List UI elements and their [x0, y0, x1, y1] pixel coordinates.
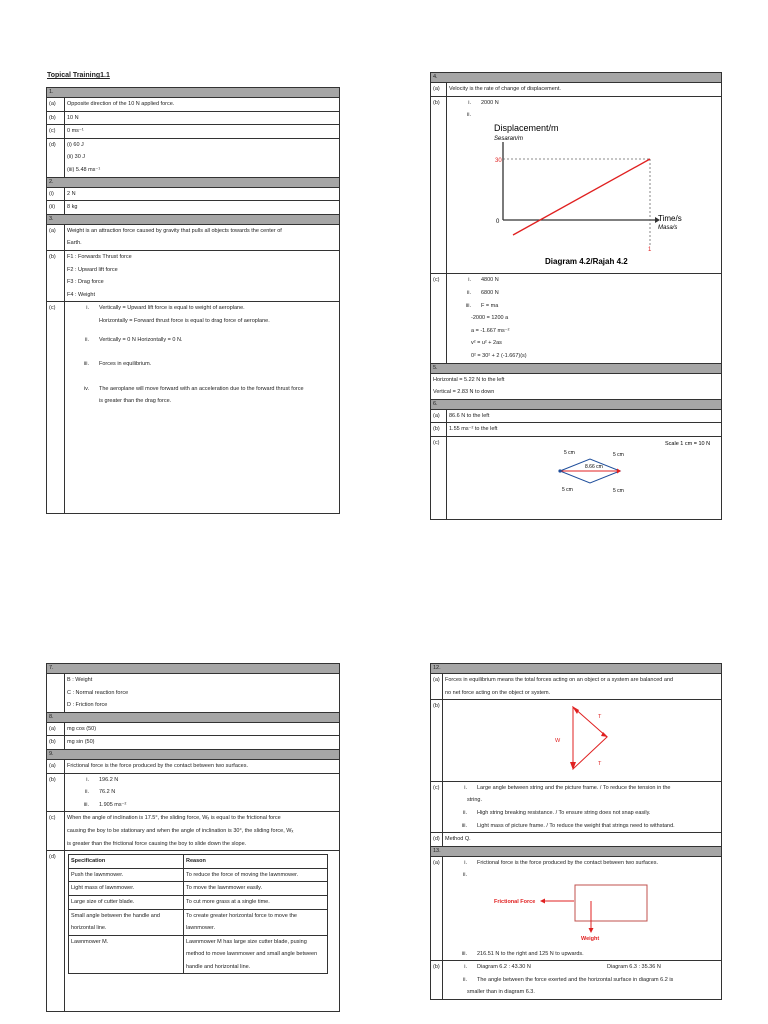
displacement-line: [513, 159, 650, 235]
tension-label: T: [598, 761, 602, 768]
table-header: Reason: [184, 855, 328, 869]
page2-answers: [430, 72, 722, 520]
answer-text: causing the boy to be stationary and when the angle of inclination is 30°, the sliding force, Wₓ: [67, 827, 294, 834]
part-label: (c): [47, 302, 65, 514]
friction-force-label: Frictional Force: [494, 898, 536, 905]
answer-cell: [65, 250, 340, 301]
answer-cell: [443, 781, 722, 832]
table-cell: To reduce the force of moving the lawnmower.: [184, 868, 328, 882]
part-label: (b): [47, 250, 65, 301]
answer-text: Velocity is the rate of change of displacement.: [447, 83, 722, 97]
triangle-of-forces-diagram: [443, 700, 717, 775]
answer-text: 6800 N: [481, 289, 499, 296]
table-cell: Lawnmower M has large size cutter blade, pusing method to move lawnmower and small angle between handle and horizontal line.: [184, 935, 328, 974]
answer-cell: [65, 773, 340, 812]
table-cell: Lawnmower M.: [69, 935, 184, 974]
table-row: [69, 868, 328, 882]
answer-text: Frictional force is the force produced by the contact between two surfaces.: [65, 759, 340, 773]
sub-label: ii.: [463, 976, 467, 983]
table-cell: Large size of cutter blade.: [69, 895, 184, 909]
answer-cell: [65, 812, 340, 851]
sub-label: i.: [468, 277, 471, 284]
answer-text: Opposite direction of the 10 N applied force.: [65, 98, 340, 112]
answer-cell: [65, 851, 340, 1012]
question-number: 3.: [47, 214, 340, 224]
answer-text: F = ma: [481, 302, 499, 309]
rhombus-force-diagram: [447, 437, 721, 513]
answer-text: -2000 = 1200 a: [471, 315, 509, 322]
question-number: 2.: [47, 177, 340, 187]
sub-label: i.: [464, 859, 467, 866]
friction-weight-diagram: [445, 882, 719, 942]
sub-label: iii.: [83, 801, 89, 808]
answer-text: Diagram 6.2 : 43.30 N: [477, 964, 531, 971]
answer-text: Horizontally = Forward thrust force is equal to drag force of aeroplane.: [99, 317, 270, 324]
answer-text: Forces in equilibrium means the total forces acting on an object or a system are balanced and: [445, 677, 674, 683]
answer-text: 216.51 N to the right and 125 N to upwards.: [477, 950, 584, 957]
part-label: (d): [431, 833, 443, 847]
answer-text: smaller than in diagram 6.3.: [467, 989, 535, 996]
sub-label: iv.: [83, 385, 89, 392]
answer-text: mg cos (50): [65, 722, 340, 736]
graph-y-label: Displacement/m: [494, 122, 559, 133]
answer-text: 4800 N: [481, 277, 499, 284]
answer-text: C : Normal reaction force: [67, 689, 129, 696]
resultant-arrow: [617, 468, 621, 473]
sub-label: ii.: [463, 872, 467, 879]
answer-text: 2000 N: [481, 99, 499, 106]
sub-label: i.: [86, 776, 89, 783]
answer-cell: [443, 700, 722, 782]
answer-cell: [65, 302, 340, 514]
specification-table: [68, 854, 328, 974]
answer-cell: [65, 138, 340, 177]
answer-cell: [447, 436, 722, 519]
answer-text: 10 N: [65, 111, 340, 125]
answer-text: The angle between the force exerted and the horizontal surface in diagram 6.2 is: [477, 976, 674, 983]
table-cell: To move the lawnmower easily.: [184, 882, 328, 896]
weight-label: W: [555, 738, 561, 745]
y-tick-label: 30: [495, 157, 502, 164]
part-label: (b): [47, 736, 65, 750]
graph-caption: Diagram 4.2/Rajah 4.2: [545, 256, 628, 266]
displacement-time-graph: [449, 122, 719, 268]
part-label: (a): [431, 409, 447, 423]
answer-text: Forces in equilibrium.: [99, 361, 152, 368]
answer-text: 8 kg: [65, 201, 340, 215]
side-length-label: 5 cm: [562, 486, 573, 493]
force-triangle: [573, 707, 607, 769]
answer-text: Earth.: [67, 240, 82, 247]
answer-cell: [447, 274, 722, 363]
answer-text: Vertical = 2.83 N to down: [433, 389, 495, 396]
answer-cell: [447, 96, 722, 274]
answer-text: D : Friction force: [67, 702, 108, 709]
answer-text: 1.55 ms⁻² to the left: [447, 423, 722, 437]
weight-arrow: [570, 762, 576, 770]
question-number: 7.: [47, 664, 340, 674]
answer-text: When the angle of inclination is 17.5°, the sliding force, Wₓ is equal to the frictional force: [67, 815, 281, 822]
weight-label: Weight: [581, 935, 600, 942]
part-label: (a): [47, 722, 65, 736]
force-label: F2 : Upward lift force: [67, 266, 118, 273]
graph-x-label-malay: Masa/s: [658, 224, 678, 231]
part-label: (b): [47, 111, 65, 125]
graph-x-label: Time/s: [658, 213, 682, 223]
part-label: (i): [47, 187, 65, 201]
table-cell: Push the lawnmower.: [69, 868, 184, 882]
force-label: F4 : Weight: [67, 291, 96, 298]
force-label: F3 : Drag force: [67, 279, 104, 286]
answer-text: (ii) 30 J: [67, 154, 86, 161]
question-number: 9.: [47, 749, 340, 759]
answer-text: 86.6 N to the left: [447, 409, 722, 423]
part-label: (a): [431, 83, 447, 97]
answer-text: High string breaking resistance. / To ensure string does not snap easily.: [477, 809, 651, 816]
sub-label: ii.: [467, 112, 471, 119]
part-label: (c): [47, 812, 65, 851]
part-label: (c): [431, 274, 447, 363]
force-label: F1 : Forwards Thrust force: [67, 253, 132, 260]
part-label: (a): [47, 98, 65, 112]
answer-text: Light mass of picture frame. / To reduce the weight that strings need to withstand.: [477, 822, 675, 829]
table-header: Specification: [69, 855, 184, 869]
answer-text: Weight is an attraction force caused by gravity that pulls all objects towards the center of: [67, 227, 282, 234]
question-number: 4.: [431, 73, 722, 83]
sub-label: i.: [86, 305, 89, 312]
answer-text: Vertically = Upward lift force is equal to weight of aeroplane.: [99, 305, 245, 312]
answer-text: mg sin (50): [65, 736, 340, 750]
answer-text: Vertically = 0 N Horizontally = 0 N.: [99, 336, 183, 343]
sub-label: iii.: [461, 950, 467, 957]
tension-label: T: [598, 714, 602, 721]
question-number: 6.: [431, 399, 722, 409]
sub-label: iii.: [461, 822, 467, 829]
sub-label: ii.: [463, 809, 467, 816]
answer-text: a = -1.667 ms⁻²: [471, 327, 510, 334]
answer-text: 76.2 N: [99, 789, 116, 796]
question-number: 5.: [431, 363, 722, 373]
table-cell: To create greater horizontal force to move the lawnmower.: [184, 909, 328, 935]
part-label: (b): [431, 961, 443, 1000]
table-row: [69, 882, 328, 896]
answer-text: no net force acting on the object or system.: [445, 689, 551, 696]
part-label: (b): [431, 96, 447, 274]
sub-label: iii.: [83, 361, 89, 368]
sub-label: i.: [464, 964, 467, 971]
table-row: [69, 895, 328, 909]
answer-text: Diagram 6.3 : 35.36 N: [607, 964, 661, 971]
answer-cell: [443, 961, 722, 1000]
answer-cell: [443, 856, 722, 960]
answer-text: (iii) 5.48 ms⁻¹: [67, 166, 101, 173]
side-length-label: 5 cm: [613, 451, 624, 458]
answer-text: Method Q.: [443, 833, 722, 847]
table-cell: Small angle between the handle and horizontal line.: [69, 909, 184, 935]
box-object: [575, 885, 647, 921]
sub-label: ii.: [85, 789, 89, 796]
sub-label: ii.: [85, 336, 89, 343]
part-label: (b): [47, 773, 65, 812]
question-number: 8.: [47, 712, 340, 722]
answer-cell: [431, 373, 722, 399]
part-label: (c): [47, 125, 65, 139]
part-label: (a): [431, 674, 443, 700]
answer-text: 1.905 ms⁻²: [99, 801, 127, 808]
answer-text: v² = u² + 2as: [471, 340, 502, 347]
part-label: (d): [47, 851, 65, 1012]
answer-text: Horizontal = 5.22 N to the left: [433, 376, 505, 383]
page1-answers: [46, 87, 340, 514]
answer-text: string.: [467, 797, 482, 804]
sub-label: i.: [468, 99, 471, 106]
part-label: (a): [431, 856, 443, 960]
question-number: 1.: [47, 88, 340, 98]
part-label: (a): [47, 759, 65, 773]
answer-text: is greater than the frictional force causing the boy to slide down the slope.: [67, 840, 247, 847]
x-tick-label: 1: [648, 246, 652, 253]
origin-point: [558, 469, 561, 472]
answer-text: 0 ms⁻¹: [65, 125, 340, 139]
page-title: Topical Training1.1: [47, 72, 110, 79]
question-number: 12.: [431, 664, 722, 674]
answer-text: 0² = 30² + 2 (-1.667)(s): [471, 352, 527, 359]
table-row: [69, 935, 328, 974]
sub-label: ii.: [467, 289, 471, 296]
answer-cell: [65, 674, 340, 713]
table-row: [69, 909, 328, 935]
diagonal-length-label: 8.66 cm: [585, 463, 603, 470]
table-cell: To cut more grass at a single time.: [184, 895, 328, 909]
part-label: (a): [47, 224, 65, 250]
sub-label: iii.: [465, 302, 471, 309]
graph-y-label-malay: Sesaran/m: [494, 135, 524, 142]
sub-label: i.: [464, 784, 467, 791]
answer-text: Frictional force is the force produced by the contact between two surfaces.: [477, 859, 658, 866]
part-label: (c): [431, 781, 443, 832]
page3-answers: [46, 663, 340, 1012]
answer-text: (i) 60 J: [67, 141, 84, 148]
weight-arrow-head: [589, 928, 594, 933]
answer-text: The aeroplane will move forward with an acceleration due to the forward thrust force: [99, 385, 304, 392]
origin-label: 0: [496, 218, 500, 225]
side-length-label: 5 cm: [613, 487, 624, 494]
part-label: (b): [431, 423, 447, 437]
answer-text: 2 N: [65, 187, 340, 201]
part-label: (ii): [47, 201, 65, 215]
page4-answers: [430, 663, 722, 1000]
part-label: (d): [47, 138, 65, 177]
question-number: 13.: [431, 846, 722, 856]
answer-text: Large angle between string and the picture frame. / To reduce the tension in the: [477, 784, 671, 791]
side-length-label: 5 cm: [564, 449, 575, 456]
answer-text: B : Weight: [67, 677, 93, 683]
answer-text: 196.2 N: [99, 776, 119, 783]
part-label: (b): [431, 700, 443, 782]
scale-label: Scale 1 cm = 10 N: [665, 440, 711, 447]
answer-cell: [443, 674, 722, 700]
answer-cell: [65, 224, 340, 250]
friction-arrow-head: [540, 898, 545, 903]
answer-text: is greater than the drag force.: [99, 398, 172, 405]
table-cell: Light mass of lawnmower.: [69, 882, 184, 896]
part-label: (c): [431, 436, 447, 519]
